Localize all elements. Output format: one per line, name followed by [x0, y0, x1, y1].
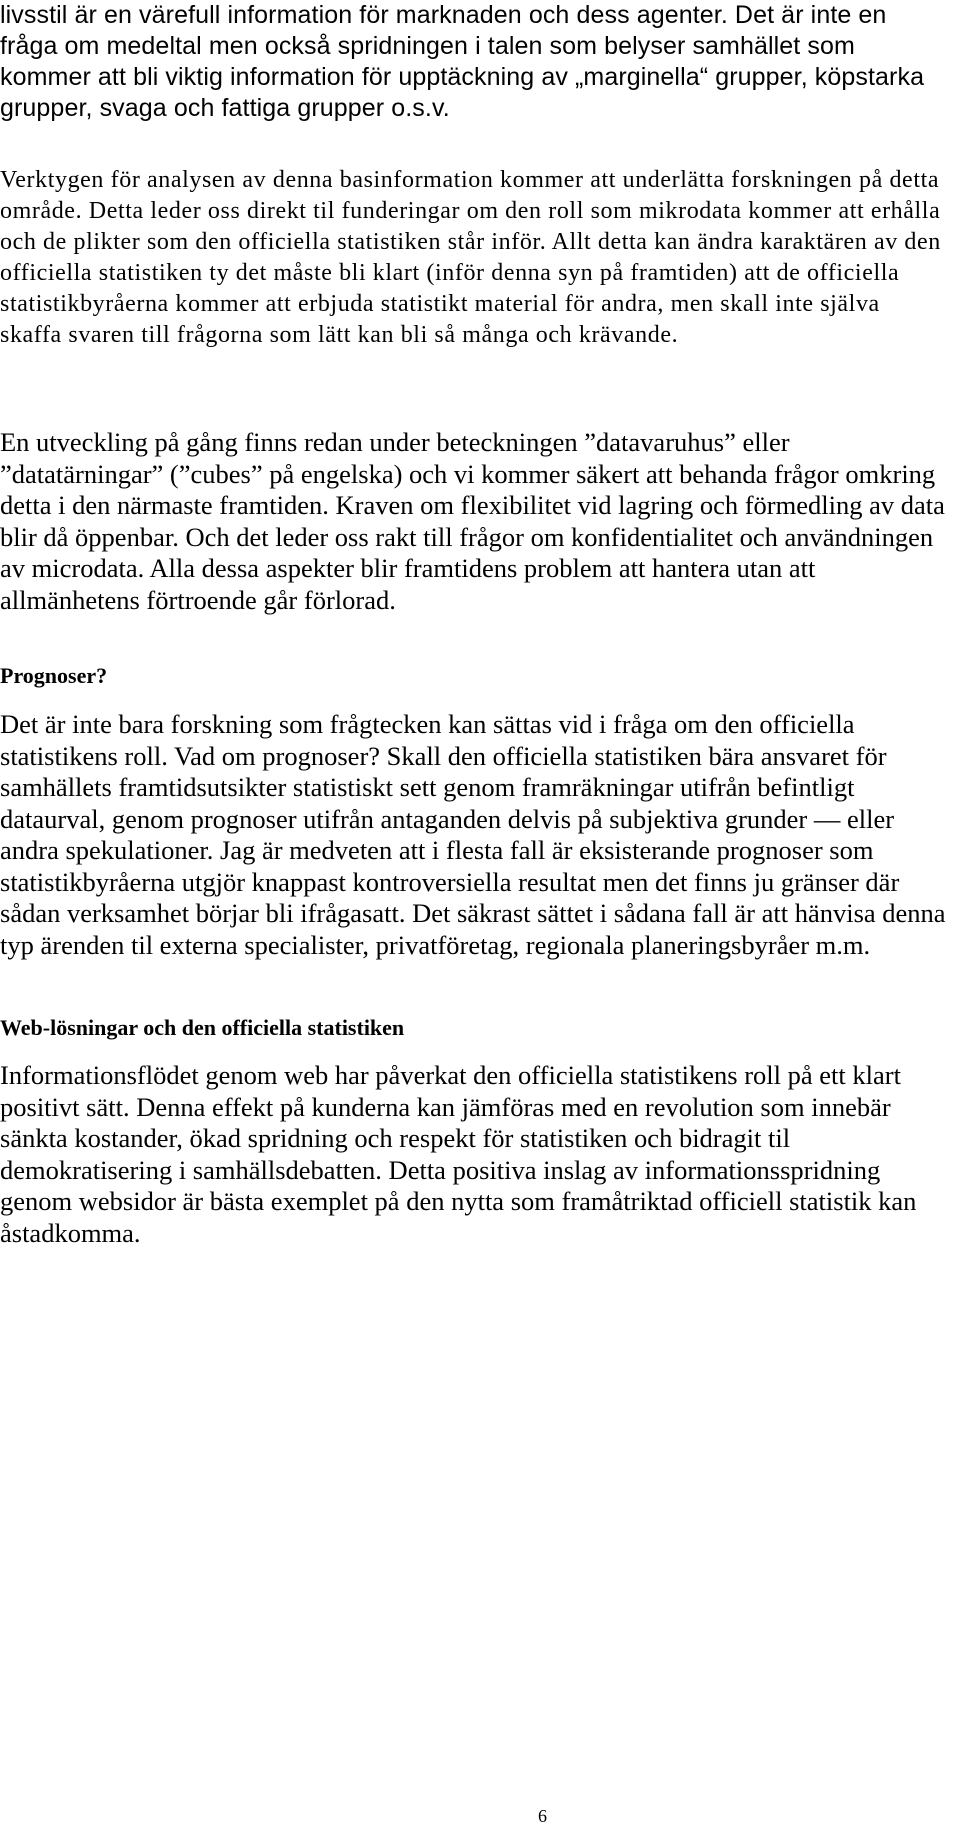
- paragraph-verktygen-part2: Allt detta kan ändra karaktären av den officiella statistiken ty det måste bli klart (inför denna syn på framtiden) att de officiella statistikbyråerna kommer att erbjuda statistikt material för andra, men skall inte själva skaffa svaren till frågorna som lätt kan bli så många och krävande.: [0, 229, 941, 348]
- paragraph-verktygen: [0, 165, 948, 351]
- page-number: 6: [538, 1806, 547, 1826]
- heading-prognoser: Prognoser?: [0, 663, 108, 688]
- paragraph-prognoser: Det är inte bara forskning som frågtecken kan sättas vid i fråga om den officiella statistikens roll. Vad om prognoser? Skall den officiella statistiken bära ansvaret för samhällets framtidsutsikter statistiskt sett genom framräkningar utifrån befintligt dataurval, genom prognoser utifrån antaganden delvis på subjektiva grunder — eller andra spekulationer. Jag är medveten att i flesta fall är eksisterande prognoser som statistikbyråerna utgjör knappast kontroversiella resultat men det finns ju gränser där sådan verksamhet börjar bli ifrågasatt. Det säkrast sättet i sådana fall är att hänvisa denna typ ärenden til externa specialister, privatföretag, regionala planeringsbyråer m.m.: [0, 709, 946, 960]
- paragraph-informationsflodet: Informationsflödet genom web har påverkat den officiella statistikens roll på ett klart positivt sätt. Denna effekt på kunderna kan jämföras med en revolution som innebär sänkta kostander, ökad spridning och respekt för statistiken och bidragit til demokratisering i samhällsdebatten. Detta positiva inslag av informationsspridning genom websidor är bästa exemplet på den nytta som framåtriktad officiell statistik kan åstadkomma.: [0, 1060, 917, 1248]
- paragraph-livsstil: livsstil är en värefull information för marknaden och dess agenter. Det är inte en fråga om medeltal men också spridningen i talen som belyser samhället som kommer att bli viktig information för upptäckning av „marginella“ grupper, köpstarka grupper, svaga och fattiga grupper o.s.v.: [0, 1, 925, 122]
- heading-web-losningar: Web-lösningar och den officiella statistiken: [0, 1015, 405, 1040]
- paragraph-datavaruhus: En utveckling på gång finns redan under beteckningen ”datavaruhus” eller ”datatärningar” (”cubes” på engelska) och vi kommer säkert att behanda frågor omkring detta i den närmaste framtiden. Kraven om flexibilitet vid lagring och förmedling av data blir då öppenbar. Och det leder oss rakt till frågor om konfidentialitet och användningen av microdata. Alla dessa aspekter blir framtidens problem att hantera utan att allmänhetens förtroende går förlorad.: [0, 427, 945, 615]
- paragraph-verktygen-part1: Verktygen för analysen av denna basinformation kommer att underlätta forskningen på detta område. Detta leder oss direkt til funderingar om den roll som mikrodata kommer att erhålla och de plikter som den officiella statistiken står inför.: [0, 167, 941, 255]
